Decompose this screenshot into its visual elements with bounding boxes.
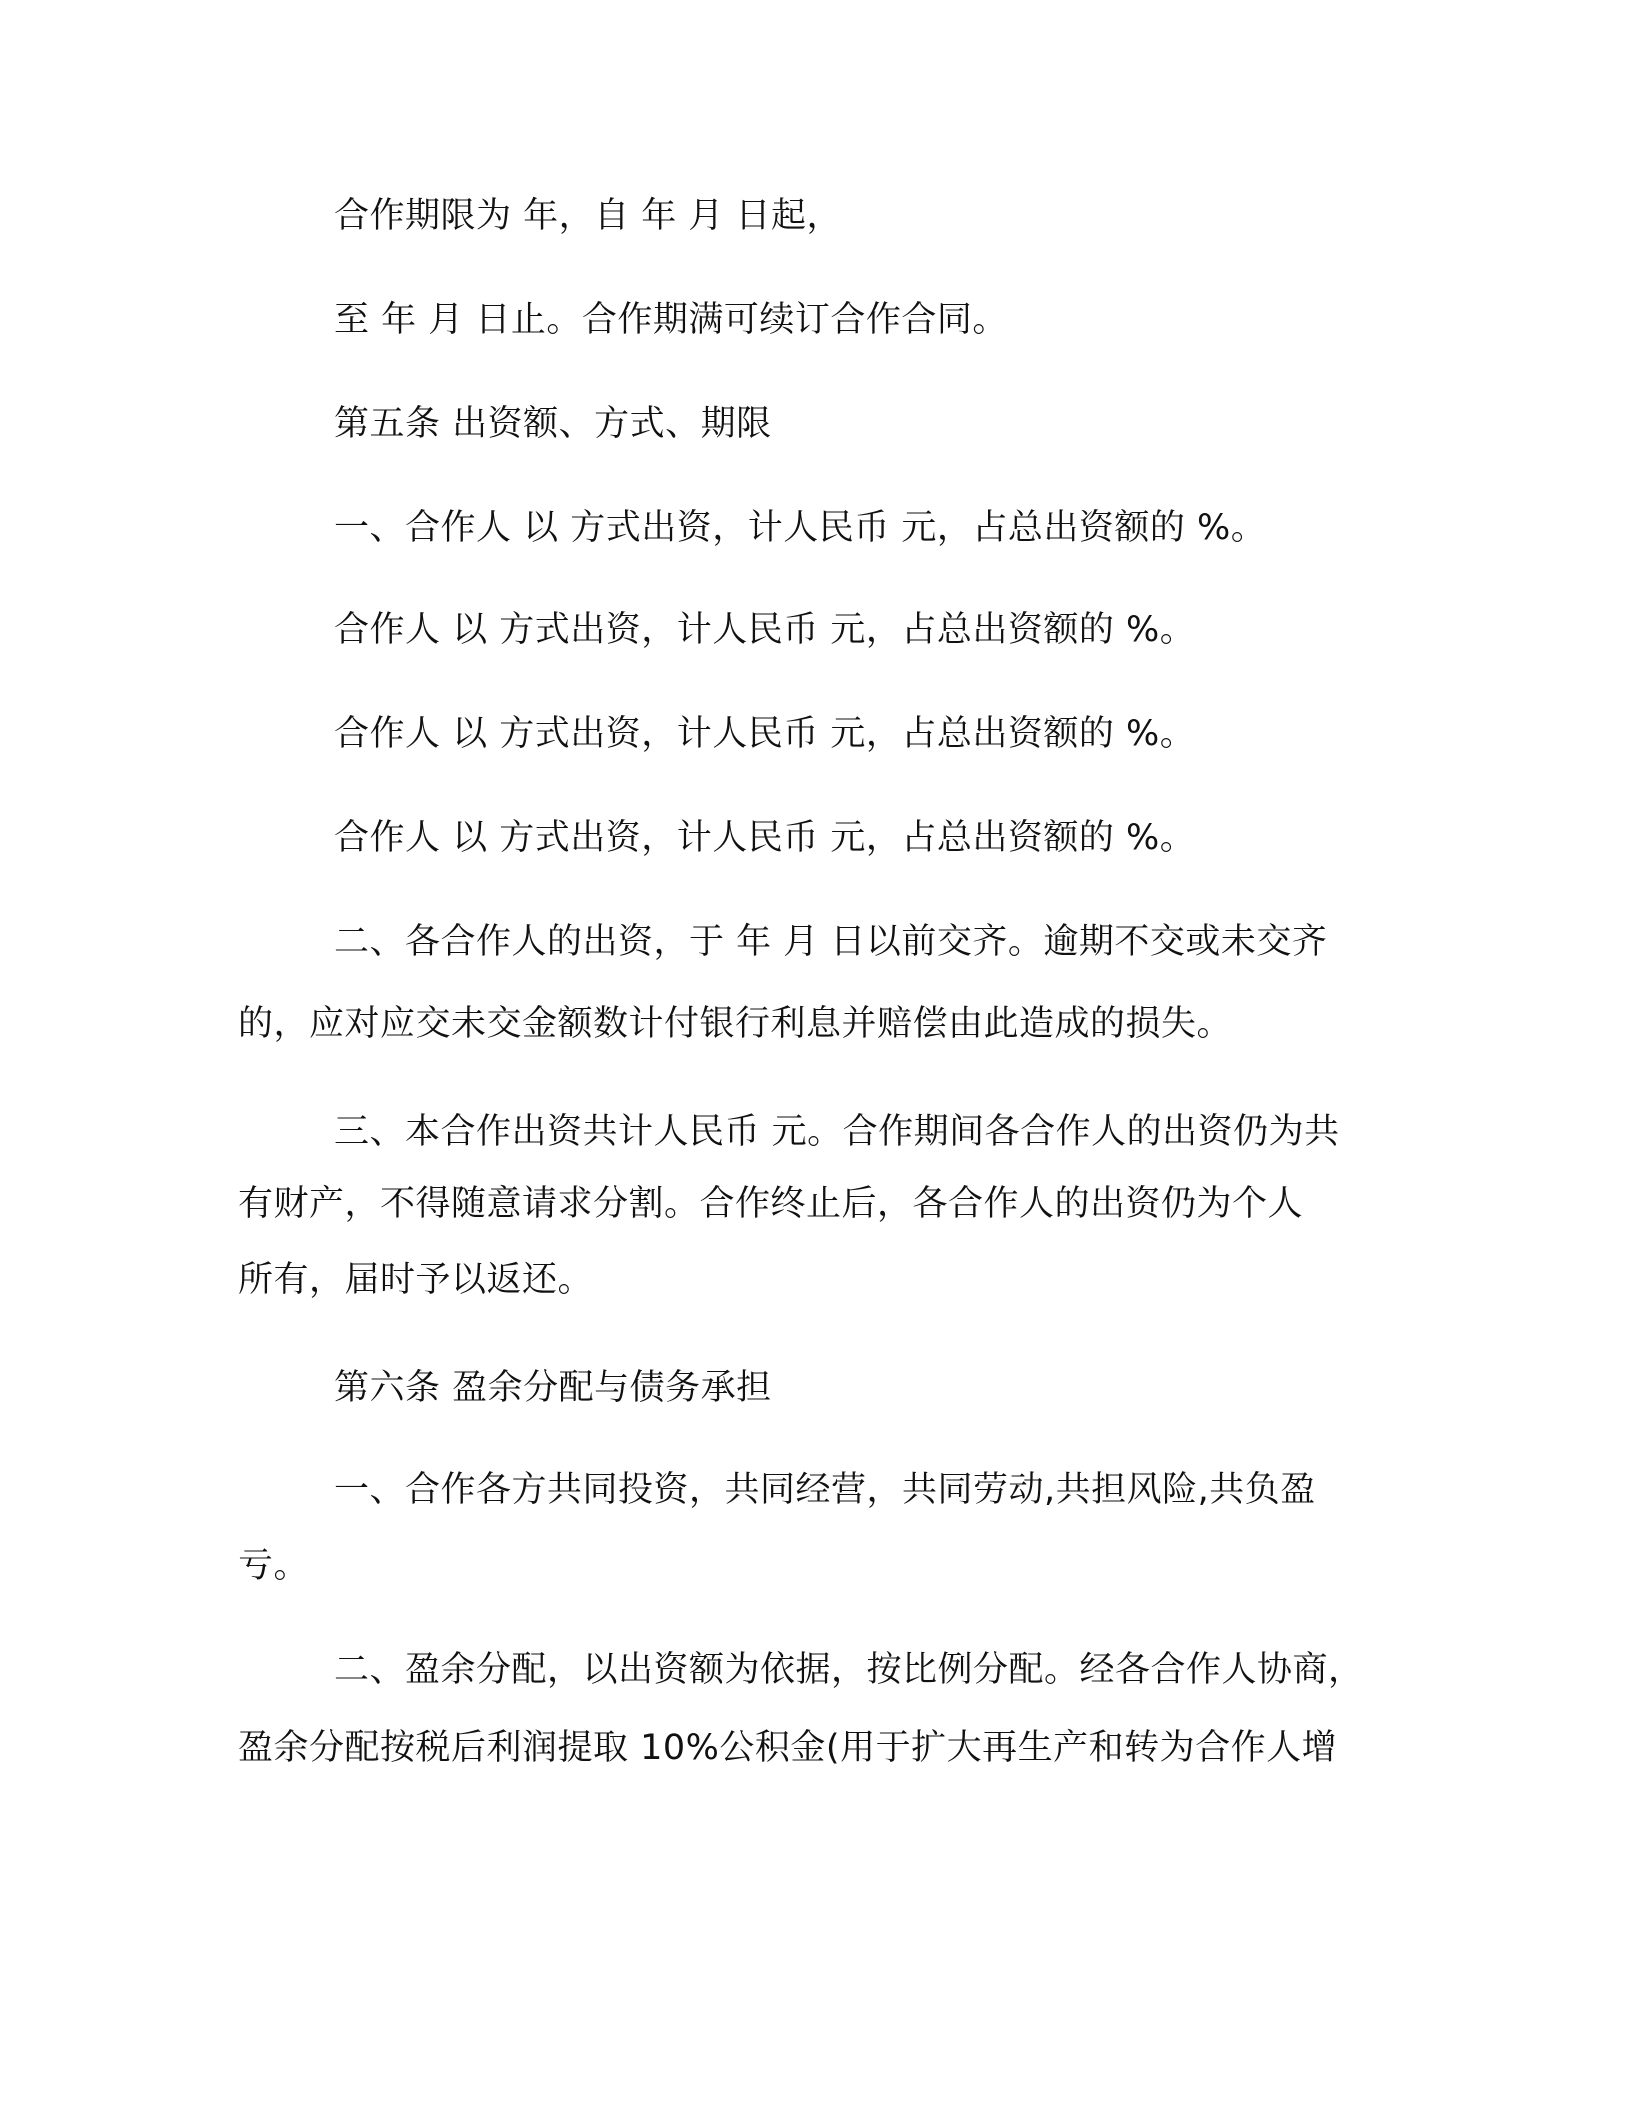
text-line: 所有，届时予以返还。 bbox=[238, 1260, 594, 1300]
text-line: 盈余分配按税后利润提取 10%公积金(用于扩大再生产和转为合作人增 bbox=[238, 1728, 1338, 1768]
text-line: 合作期限为 年，自 年 月 日起， bbox=[334, 196, 843, 236]
text-line: 合作人 以 方式出资，计人民币 元，占总出资额的 %。 bbox=[334, 714, 1196, 754]
text-line: 有财产，不得随意请求分割。合作终止后，各合作人的出资仍为个人 bbox=[238, 1184, 1304, 1224]
section-heading: 第五条 出资额、方式、期限 bbox=[334, 404, 772, 444]
text-line: 一、合作各方共同投资，共同经营，共同劳动,共担风险,共负盈 bbox=[334, 1470, 1316, 1510]
text-line: 二、盈余分配，以出资额为依据，按比例分配。经各合作人协商， bbox=[334, 1650, 1364, 1690]
text-line: 二、各合作人的出资，于 年 月 日以前交齐。逾期不交或未交齐 bbox=[334, 922, 1328, 962]
text-line: 亏。 bbox=[238, 1546, 310, 1586]
section-heading: 第六条 盈余分配与债务承担 bbox=[334, 1368, 772, 1408]
text-line: 合作人 以 方式出资，计人民币 元，占总出资额的 %。 bbox=[334, 818, 1196, 858]
text-line: 三、本合作出资共计人民币 元。合作期间各合作人的出资仍为共 bbox=[334, 1112, 1340, 1152]
text-line: 至 年 月 日止。合作期满可续订合作合同。 bbox=[334, 300, 1008, 340]
text-line: 的，应对应交未交金额数计付银行利息并赔偿由此造成的损失。 bbox=[238, 1004, 1233, 1044]
text-line: 合作人 以 方式出资，计人民币 元，占总出资额的 %。 bbox=[334, 610, 1196, 650]
text-line: 一、合作人 以 方式出资，计人民币 元，占总出资额的 %。 bbox=[334, 508, 1267, 548]
